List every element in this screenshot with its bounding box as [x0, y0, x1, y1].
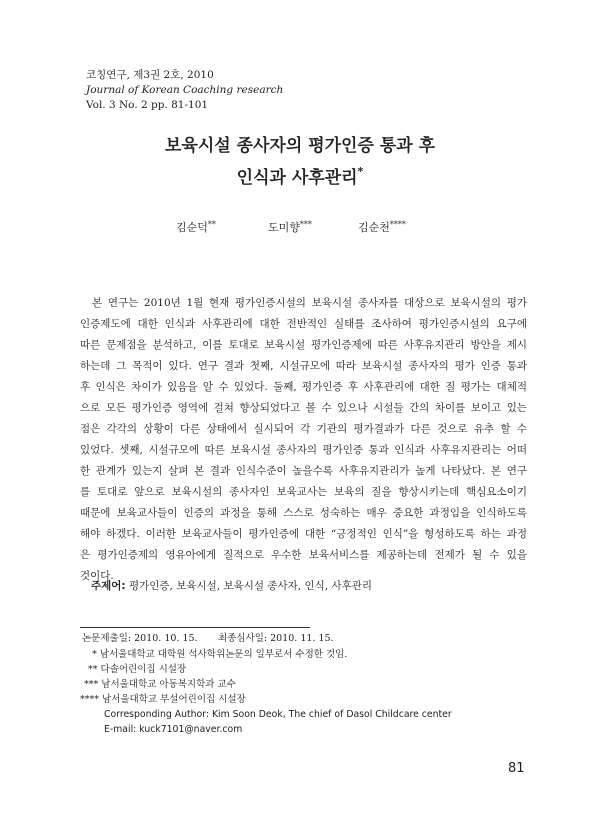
abstract-line: 를 토대로 앞으로 보육시설의 종사자인 보육교사는 보육의 질을 향상시키는데 핵심요소이기	[80, 486, 527, 498]
author-name: 김순덕	[176, 221, 208, 234]
author-mark: ****	[389, 220, 406, 229]
abstract-line: 후 인식은 차이가 있음을 알 수 있었다. 둘째, 평가인증 후 사후관리에 대한 질 평가는 대체적	[80, 381, 527, 393]
abstract-line: 것이다.	[80, 570, 114, 582]
abstract-line: 한 관계가 있는지 살펴 본 결과 인식수준이 높을수록 사후유지관리가 높게 나타났다. 본 연구	[80, 465, 527, 477]
title-line2-text: 인식과 사후관리	[236, 168, 358, 188]
author-mark: ***	[299, 220, 312, 229]
accepted-date: 최종심사일: 2010. 11. 15.	[218, 633, 334, 644]
corresponding-author: Corresponding Author: Kim Soon Deok, The chief of Dasol Childcare center	[104, 709, 452, 720]
keywords-text: 평가인증, 보육시설, 보육시설 종사자, 인식, 사후관리	[128, 580, 373, 592]
page-number: 81	[508, 761, 525, 776]
keywords	[91, 578, 372, 593]
footnote-divider	[80, 627, 310, 628]
footnote-text: 다솔어린이집 시설장	[100, 664, 187, 675]
paper-title-line2	[0, 163, 600, 188]
title-line1-text: 보육시설 종사자의 평가인증 통과 후	[164, 136, 435, 156]
keywords-label: 주제어:	[91, 580, 126, 592]
abstract-line: 해야 하겠다. 이러한 보육교사들이 평가인증에 대한 “긍정적인 인식”을 형성하도록 하는 과정	[80, 528, 527, 540]
journal-header	[86, 68, 283, 113]
footnote-mark: ***	[84, 679, 99, 690]
author-email: E-mail: kuck7101@naver.com	[104, 724, 243, 735]
journal-korean: 코칭연구, 제3권 2호, 2010	[86, 69, 214, 81]
footnote-text: 남서울대학교 아동복지학과 교수	[101, 679, 236, 690]
footnote-mark: **	[88, 664, 98, 675]
footnote-item	[84, 678, 236, 691]
footnote-item	[92, 648, 347, 661]
title-footnote-mark: *	[357, 165, 364, 178]
abstract-line: 때문에 보육교사들이 인증의 과정을 통해 스스로 성숙하는 매우 중요한 과정임을 인식하도록	[80, 507, 527, 519]
author-name: 김순천	[358, 221, 390, 234]
abstract-line: 은 평가인증제의 영유아에게 질적으로 우수한 보육서비스를 제공하는데 전제가 될 수 있을	[80, 549, 527, 561]
footnote-item	[80, 693, 246, 706]
author-1	[176, 219, 216, 235]
footnote-text: 남서울대학교 대학원 석사학위논문의 일부로서 수정한 것임.	[99, 649, 348, 660]
abstract-line: 있었다. 셋째, 시설규모에 따른 보육시설 종사자의 평가인증 통과 인식과 사후유지관리는 어떠	[80, 444, 527, 456]
footnote-mark: *	[92, 649, 97, 660]
abstract-line: 인증제도에 대한 인식과 사후관리에 대한 전반적인 실태를 조사하여 평가인증시설의 요구에	[80, 318, 527, 330]
author-mark: **	[207, 220, 216, 229]
abstract-line: 으로 모든 평가인증 영역에 걸쳐 향상되었다고 볼 수 있으나 시설들 간의 차이를 보이고 있는	[80, 402, 527, 414]
journal-english: Journal of Korean Coaching research	[86, 84, 284, 96]
footnote-mark: ****	[80, 694, 99, 705]
footnote-text: 남서울대학교 부설어린이집 시설장	[102, 694, 246, 705]
submitted-date: 논문제출일: 2010. 10. 15.	[82, 633, 198, 644]
abstract-line: 하는데 그 목적이 있다. 연구 결과 첫째, 시설규모에 따라 보육시설 종사자의 평가 인증 통과	[80, 360, 527, 372]
author-name: 도미향	[268, 221, 300, 234]
footnote-item	[88, 663, 186, 676]
author-2	[268, 219, 312, 235]
abstract-line: 점은 각각의 상황이 다른 상태에서 실시되어 각 기관의 평가결과가 다른 것으로 유추 할 수	[80, 423, 527, 435]
author-3	[358, 219, 406, 235]
abstract	[80, 293, 527, 587]
abstract-line: 본 연구는 2010년 1월 현재 평가인증시설의 보육시설 종사자를 대상으로 보육시설의 평가	[92, 297, 527, 309]
paper-title-line1	[0, 131, 600, 156]
journal-volume: Vol. 3 No. 2 pp. 81-101	[86, 99, 209, 111]
abstract-line: 따른 문제점을 분석하고, 이를 토대로 보육시설 평가인증제에 따른 사후유지관리 방안을 제시	[80, 339, 527, 351]
